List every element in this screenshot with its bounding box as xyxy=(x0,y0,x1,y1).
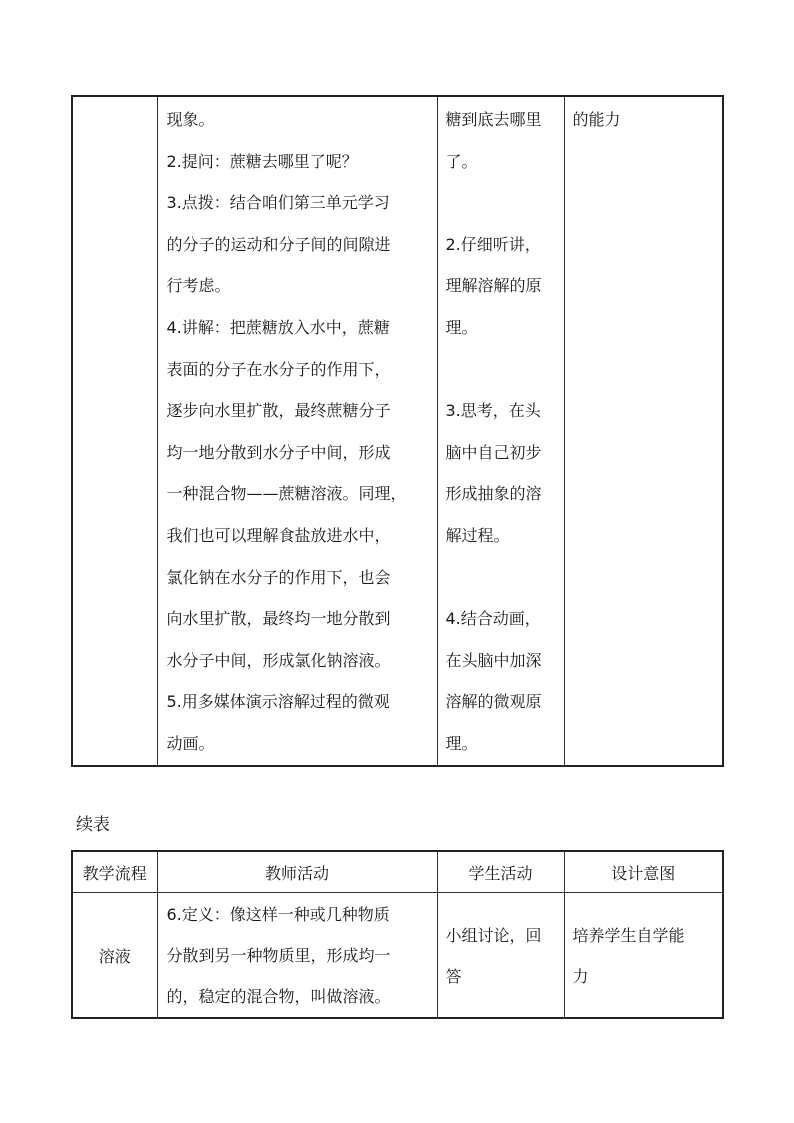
design-intent-cell xyxy=(564,893,723,1019)
lesson-table xyxy=(71,850,724,1019)
text-line: 水分子中间，形成氯化钠溶液。 xyxy=(166,650,391,670)
text-line: 脑中自己初步 xyxy=(445,442,542,462)
text-line: 动画。 xyxy=(166,733,215,753)
teacher-activity-cell xyxy=(157,893,437,1019)
text-line: 表面的分子在水分子的作用下， xyxy=(166,359,391,379)
text-line: 了。 xyxy=(445,151,478,171)
text-line: 3.点拨：结合咱们第三单元学习 xyxy=(166,193,390,213)
text-line: 行考虑。 xyxy=(166,276,231,296)
text-line: 我们也可以理解食盐放进水中， xyxy=(166,525,391,545)
text-line: 溶解的微观原 xyxy=(445,692,542,712)
process-cell-empty xyxy=(72,96,157,766)
header-student-activity: 学生活动 xyxy=(437,851,564,893)
text-line: 力 xyxy=(572,967,589,986)
text-line: 培养学生自学能 xyxy=(572,926,685,945)
text-line xyxy=(446,349,564,391)
design-intent-text xyxy=(573,99,723,141)
teacher-activity-text xyxy=(167,894,437,1017)
text-line: 2.提问：蔗糖去哪里了呢？ xyxy=(166,151,358,171)
text-line: 糖到底去哪里 xyxy=(445,110,542,129)
student-activity-cell xyxy=(437,893,564,1019)
text-line: 答 xyxy=(445,967,462,986)
student-activity-text xyxy=(446,915,564,997)
text-line: 氯化钠在水分子的作用下，也会 xyxy=(166,567,391,587)
text-line: 均一地分散到水分子中间，形成 xyxy=(166,442,391,462)
process-cell: 溶液 xyxy=(72,893,157,1019)
text-line: 理解溶解的原 xyxy=(445,276,542,296)
text-line: 4.结合动画， xyxy=(445,609,541,629)
text-line: 在头脑中加深 xyxy=(445,650,542,670)
text-line: 形成抽象的溶 xyxy=(445,484,542,504)
teacher-activity-text xyxy=(167,99,437,765)
text-line xyxy=(446,557,564,599)
teacher-activity-cell xyxy=(157,96,437,766)
header-teacher-activity: 教师活动 xyxy=(157,851,437,893)
lesson-table-continued xyxy=(71,95,724,767)
text-line: 3.思考，在头 xyxy=(445,401,541,421)
text-line: 分散到另一种物质里，形成均一 xyxy=(166,946,391,965)
text-line: 理。 xyxy=(445,733,478,753)
text-line: 解过程。 xyxy=(445,525,510,545)
design-intent-cell xyxy=(564,96,723,766)
table-row xyxy=(72,893,723,1019)
text-line: 的分子的运动和分子间的间隙进 xyxy=(166,234,391,254)
design-intent-text xyxy=(573,915,723,997)
text-line: 一种混合物——蔗糖溶液。同理， xyxy=(166,484,407,504)
text-line: 4.讲解：把蔗糖放入水中，蔗糖 xyxy=(166,317,390,337)
text-line: 向水里扩散，最终均一地分散到 xyxy=(166,609,391,629)
text-line: 2.仔细听讲， xyxy=(445,234,541,254)
text-line: 逐步向水里扩散，最终蔗糖分子 xyxy=(166,401,391,421)
text-line: 小组讨论，回 xyxy=(445,926,542,945)
text-line: 的能力 xyxy=(572,110,621,129)
header-process: 教学流程 xyxy=(72,851,157,893)
student-activity-cell xyxy=(437,96,564,766)
header-design-intent: 设计意图 xyxy=(564,851,723,893)
student-activity-text xyxy=(446,99,564,765)
text-line xyxy=(446,182,564,224)
text-line: 理。 xyxy=(445,317,478,337)
text-line: 6.定义：像这样一种或几种物质 xyxy=(166,905,390,924)
text-line: 现象。 xyxy=(166,110,215,129)
table-header-row xyxy=(72,851,723,893)
text-line: 5.用多媒体演示溶解过程的微观 xyxy=(166,692,390,712)
continued-label: 续表 xyxy=(76,815,110,835)
text-line: 的，稳定的混合物，叫做溶液。 xyxy=(166,987,391,1006)
